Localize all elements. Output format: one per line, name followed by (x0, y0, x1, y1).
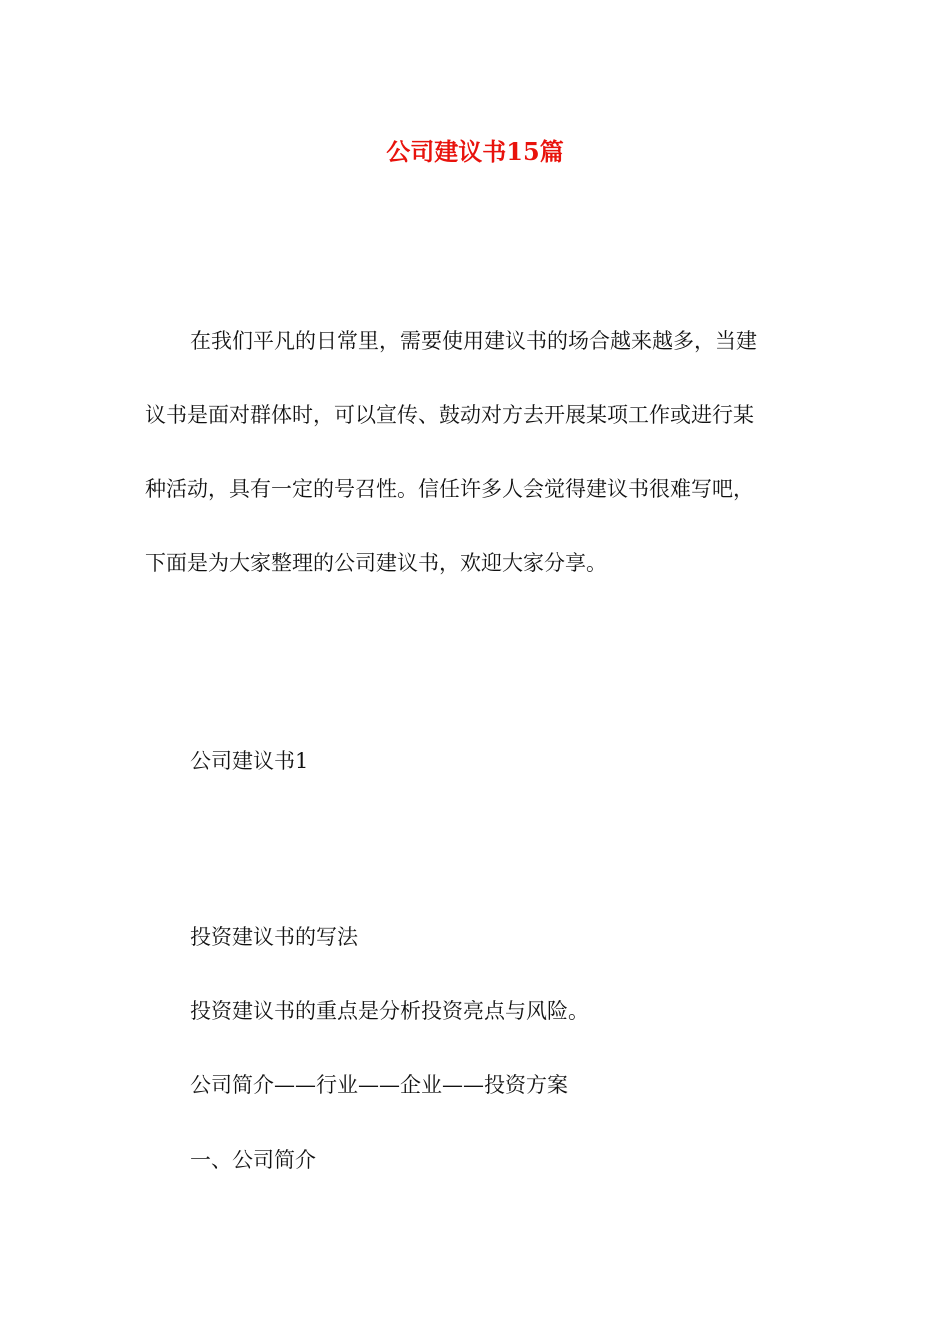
section-heading: 公司建议书1 (190, 749, 309, 773)
paragraph-2: 投资建议书的重点是分析投资亮点与风险。 (190, 999, 589, 1023)
intro-line-3: 种活动，具有一定的号召性。信任许多人会觉得建议书很难写吧， (145, 477, 754, 501)
document-title: 公司建议书15篇 (386, 137, 564, 166)
paragraph-4: 一、公司简介 (190, 1148, 316, 1172)
paragraph-3: 公司简介——行业——企业——投资方案 (190, 1073, 568, 1097)
intro-line-2: 议书是面对群体时，可以宣传、鼓动对方去开展某项工作或进行某 (145, 403, 754, 427)
intro-line-4: 下面是为大家整理的公司建议书，欢迎大家分享。 (145, 551, 607, 575)
paragraph-1: 投资建议书的写法 (190, 925, 358, 949)
intro-line-1: 在我们平凡的日常里，需要使用建议书的场合越来越多，当建 (190, 329, 757, 353)
